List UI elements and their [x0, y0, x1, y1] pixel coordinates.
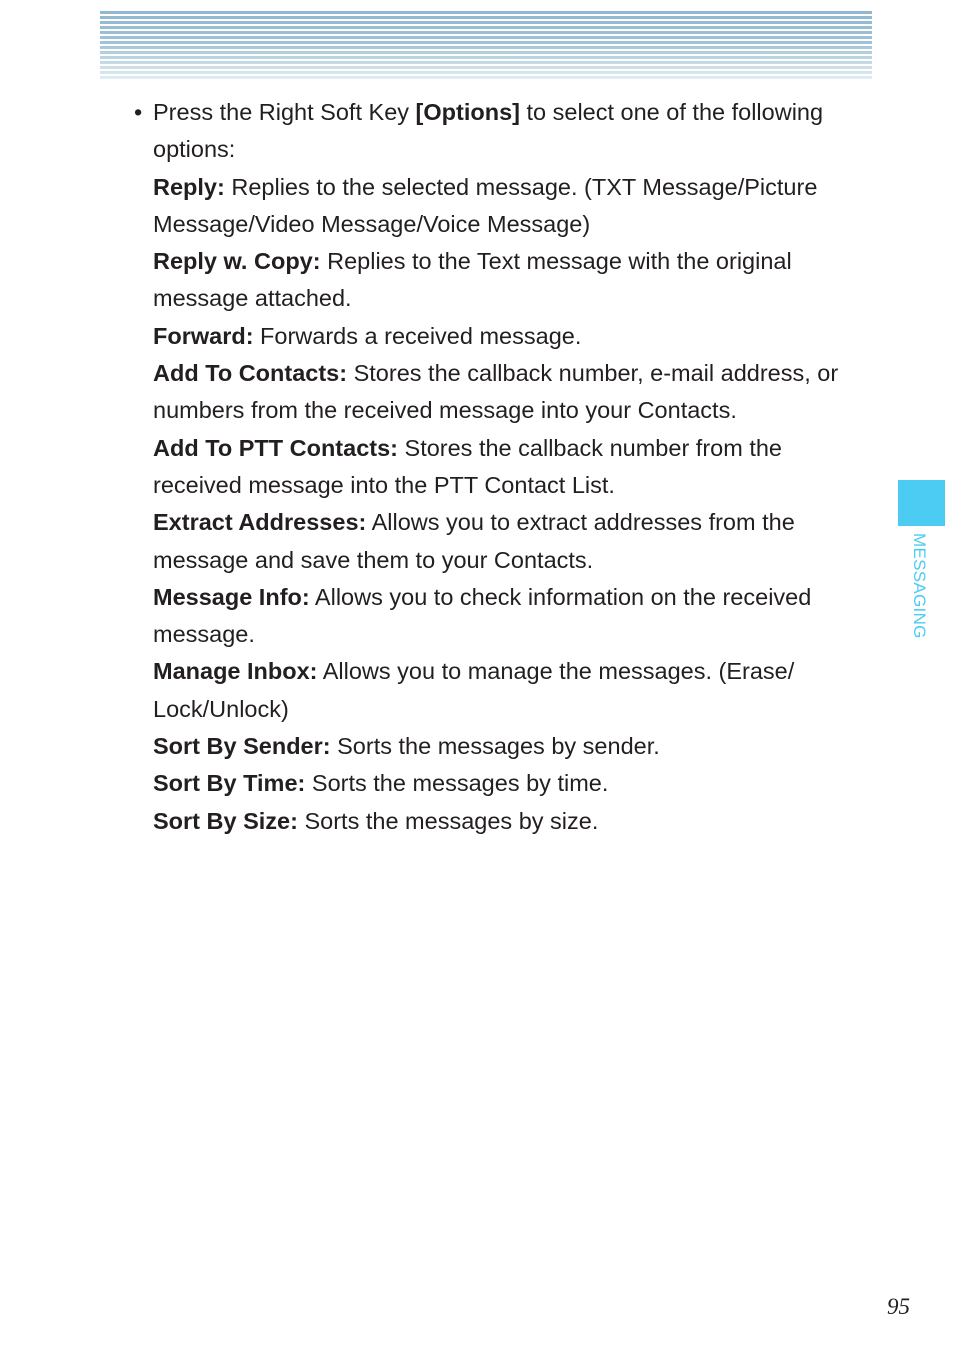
- page-content: [134, 94, 874, 840]
- option-add-to-ptt-contacts: [153, 430, 874, 505]
- header-decoration: [100, 11, 872, 80]
- option-reply: [153, 169, 874, 244]
- option-term: Reply w. Copy:: [153, 248, 321, 275]
- option-term: Add To Contacts:: [153, 360, 348, 387]
- option-sort-by-size: [153, 803, 874, 840]
- option-term: Extract Addresses:: [153, 509, 367, 536]
- option-term: Forward:: [153, 322, 254, 349]
- option-term: Manage Inbox:: [153, 658, 318, 685]
- option-description: Sorts the messages by time.: [305, 770, 609, 797]
- intro-text-before: Press the Right Soft Key: [153, 99, 416, 125]
- option-term: Sort By Size:: [153, 807, 298, 834]
- option-term: Reply:: [153, 173, 225, 200]
- option-description: Stores the callback number, e-mail address, or numbers from the received message into your Contacts.: [153, 360, 839, 424]
- option-extract-addresses: [153, 504, 874, 579]
- section-tab-label: MESSAGING: [910, 533, 929, 639]
- intro-paragraph: [134, 94, 874, 169]
- option-description: Sorts the messages by sender.: [330, 733, 660, 760]
- option-forward: [153, 318, 874, 355]
- option-description: Allows you to manage the messages. (Erase/ Lock/Unlock): [153, 658, 795, 722]
- options-list: [134, 169, 874, 840]
- section-tab-marker: [898, 480, 945, 526]
- option-description: Forwards a received message.: [253, 322, 582, 349]
- option-term: Add To PTT Contacts:: [153, 434, 398, 461]
- bullet-icon: •: [134, 99, 143, 125]
- option-add-to-contacts: [153, 355, 874, 430]
- option-description: Sorts the messages by size.: [297, 807, 599, 834]
- option-description: Replies to the Text message with the original message attached.: [153, 248, 792, 312]
- option-reply-with-copy: [153, 243, 874, 318]
- option-description: Replies to the selected message. (TXT Message/Picture Message/Video Message/Voice Message): [153, 173, 818, 237]
- option-description: Allows you to check information on the received message.: [153, 583, 812, 648]
- page-number: 95: [887, 1294, 910, 1319]
- option-message-info: [153, 579, 874, 654]
- option-term: Sort By Sender:: [153, 733, 331, 760]
- option-term: Sort By Time:: [153, 770, 306, 797]
- option-sort-by-sender: [153, 728, 874, 765]
- option-manage-inbox: [153, 653, 874, 728]
- option-sort-by-time: [153, 765, 874, 802]
- options-key-label: [Options]: [415, 99, 520, 125]
- option-description: Allows you to extract addresses from the message and save them to your Contacts.: [153, 509, 795, 573]
- intro-text-after: to select one of the following options:: [153, 99, 824, 163]
- option-term: Message Info:: [153, 583, 310, 610]
- option-description: Stores the callback number from the received message into the PTT Contact List.: [153, 434, 782, 498]
